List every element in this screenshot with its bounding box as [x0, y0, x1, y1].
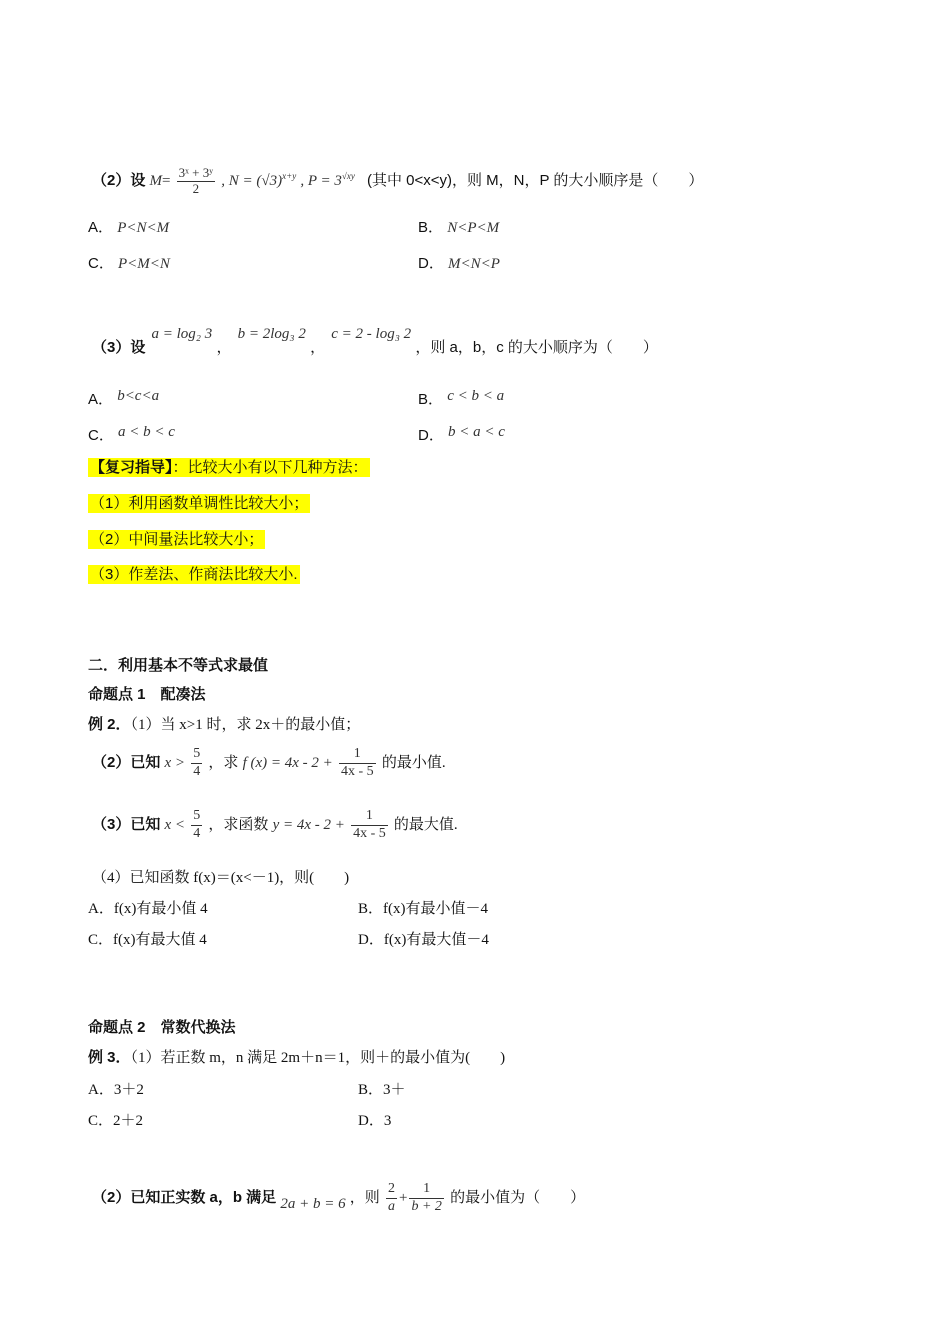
- q2-p-def: , P = 3: [300, 173, 342, 189]
- proposition-point-2: 命题点 2 常数代换法: [88, 1019, 236, 1036]
- q3-b-def: b = 2log₃ 2: [237, 326, 306, 342]
- q2-p-exp: √xy: [341, 171, 355, 181]
- q2-m-fraction: $\frac{\text{3ˣ + 3ʸ}}{2}$: [178, 164, 214, 196]
- q2-option-a[interactable]: A． P<N<M: [88, 219, 170, 236]
- q2-condition: (其中 0<x<y)，则 M，N，P 的大小顺序是（ ）: [367, 172, 704, 189]
- ex2-q4-option-c[interactable]: C．f(x)有最大值 4: [88, 932, 207, 948]
- ex2-q4-option-d[interactable]: D．f(x)有最大值－4: [358, 932, 489, 948]
- review-item: （3）作差法、作商法比较大小.: [90, 566, 298, 583]
- q2-option-d[interactable]: D． M<N<P: [418, 255, 500, 272]
- q3-tail: ，则 a，b，c 的大小顺序为（ ）: [415, 339, 658, 356]
- example-3-label: 例 3．: [88, 1049, 131, 1066]
- q3-a-def: a = log₂ 3: [151, 326, 213, 342]
- q2-label: （2）设: [92, 172, 146, 189]
- q3-option-b[interactable]: B． c < b < a: [418, 388, 505, 408]
- ex3-q1-option-b[interactable]: B．3＋: [358, 1082, 406, 1098]
- q2-line: （2）设 M= $\frac{\text{3ˣ + 3ʸ}}{2}$ , $N = (√3)^{x+y}$ , $P = 3^{√xy}$ (其中 0<x<y)，则 M，N，P 的大小顺序是（ ）: [92, 164, 704, 196]
- q2-option-b[interactable]: B． N<P<M: [418, 219, 500, 236]
- ex3-q1-option-a[interactable]: A．3＋2: [88, 1082, 144, 1098]
- example-2-q1: 例 2．（1）当 x>1 时，求 2x＋的最小值；: [88, 716, 361, 733]
- q3-option-c[interactable]: C． a < b < c: [88, 424, 175, 444]
- section-heading: 二．利用基本不等式求最值: [88, 657, 269, 674]
- ex3-q1-option-c[interactable]: C．2＋2: [88, 1113, 144, 1129]
- example-2-q4: （4）已知函数 f(x)＝(x<－1)，则( ): [92, 870, 350, 886]
- q3-option-a[interactable]: A． b<c<a: [88, 388, 160, 408]
- ex2-q4-option-a[interactable]: A．f(x)有最小值 4: [88, 901, 208, 917]
- review-title-line: [88, 456, 370, 477]
- ex3-q1-option-d[interactable]: D．3: [358, 1113, 392, 1129]
- example-2-label: 例 2．: [88, 716, 131, 733]
- ex2-q4-option-b[interactable]: B．f(x)有最小值－4: [358, 901, 488, 917]
- proposition-point-1: 命题点 1 配凑法: [88, 686, 206, 703]
- example-3-q2: （2）已知正实数 a，b 满足 2a + b = 6 ，则 $\frac{2}{a}$ + $\frac{1}{b + 2}$ 的最小值为（ ）: [92, 1181, 586, 1214]
- q3-option-d[interactable]: D． b < a < c: [418, 424, 505, 444]
- example-3-q1: 例 3．（1）若正数 m，n 满足 2m＋n＝1，则＋的最小值为( ): [88, 1049, 506, 1066]
- review-item: （1）利用函数单调性比较大小；: [90, 495, 309, 512]
- q3-c-def: c = 2 - log₃ 2: [331, 326, 412, 342]
- q3-label: （3）设: [92, 339, 146, 356]
- review-title: 【复习指导】: [90, 459, 173, 476]
- example-2-q3: （3）已知 x < $\frac{5}{4}$ ，求函数 y = 4x - 2 + $\frac{1}{4x - 5}$ 的最大值.: [92, 808, 458, 841]
- example-2-q2: （2）已知 x > $\frac{5}{4}$ ，求 f (x) = 4x - 2 + $\frac{1}{4x - 5}$ 的最小值.: [92, 746, 446, 779]
- q2-n-def: , N = (√3): [221, 173, 283, 189]
- q2-option-c[interactable]: C． P<M<N: [88, 255, 170, 272]
- q3-line: （3）设 a = log₂ 3 ， b = 2log₃ 2 ， c = 2 - log₃ 2 ，则 a，b，c 的大小顺序为（ ）: [92, 326, 658, 356]
- review-item: （2）中间量法比较大小；: [90, 531, 264, 548]
- q2-n-exp: x+y: [282, 171, 297, 181]
- q2-m-lhs: M: [149, 173, 163, 189]
- review-title-tail: ：比较大小有以下几种方法：: [172, 459, 368, 476]
